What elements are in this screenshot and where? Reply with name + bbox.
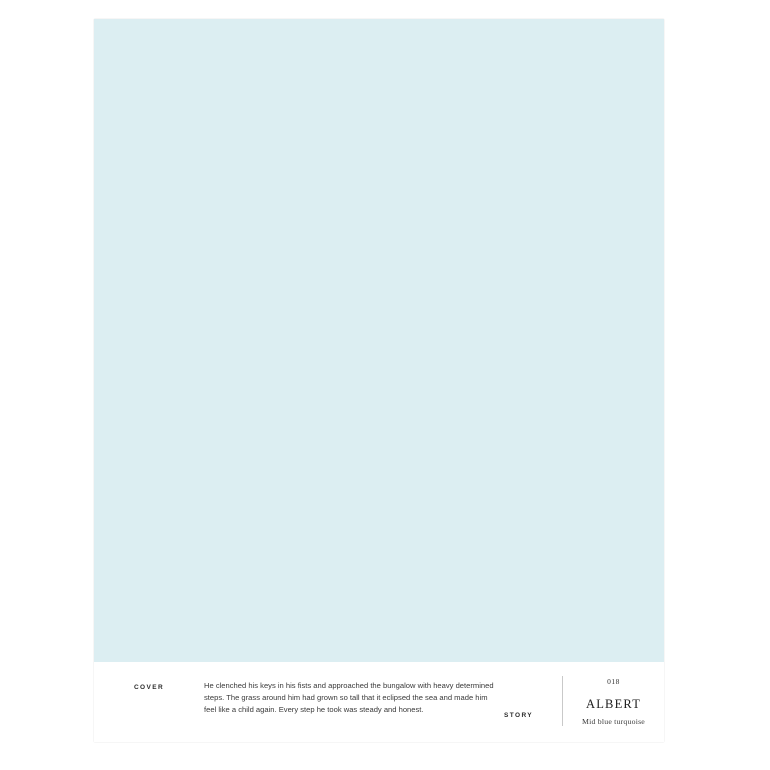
- story-label: STORY: [504, 712, 534, 719]
- color-identity-column: [562, 676, 664, 726]
- story-text-column: [204, 662, 504, 742]
- card-footer: [94, 662, 664, 742]
- story-label-column: [504, 662, 562, 742]
- cover-label: COVER: [133, 684, 165, 691]
- color-description: Mid blue turquoise: [582, 716, 645, 726]
- color-swatch-area: [94, 19, 664, 662]
- cover-label-column: [94, 662, 204, 742]
- color-name: ALBERT: [585, 696, 642, 711]
- color-code: 018: [607, 676, 620, 686]
- color-swatch-card: [94, 19, 664, 742]
- story-text: He clenched his keys in his fists and approached the bungalow with heavy determined steps. The grass around him had grown so tall that it eclipsed the sea and made him feel like a child again. Every step he took was steady and honest.: [204, 681, 494, 715]
